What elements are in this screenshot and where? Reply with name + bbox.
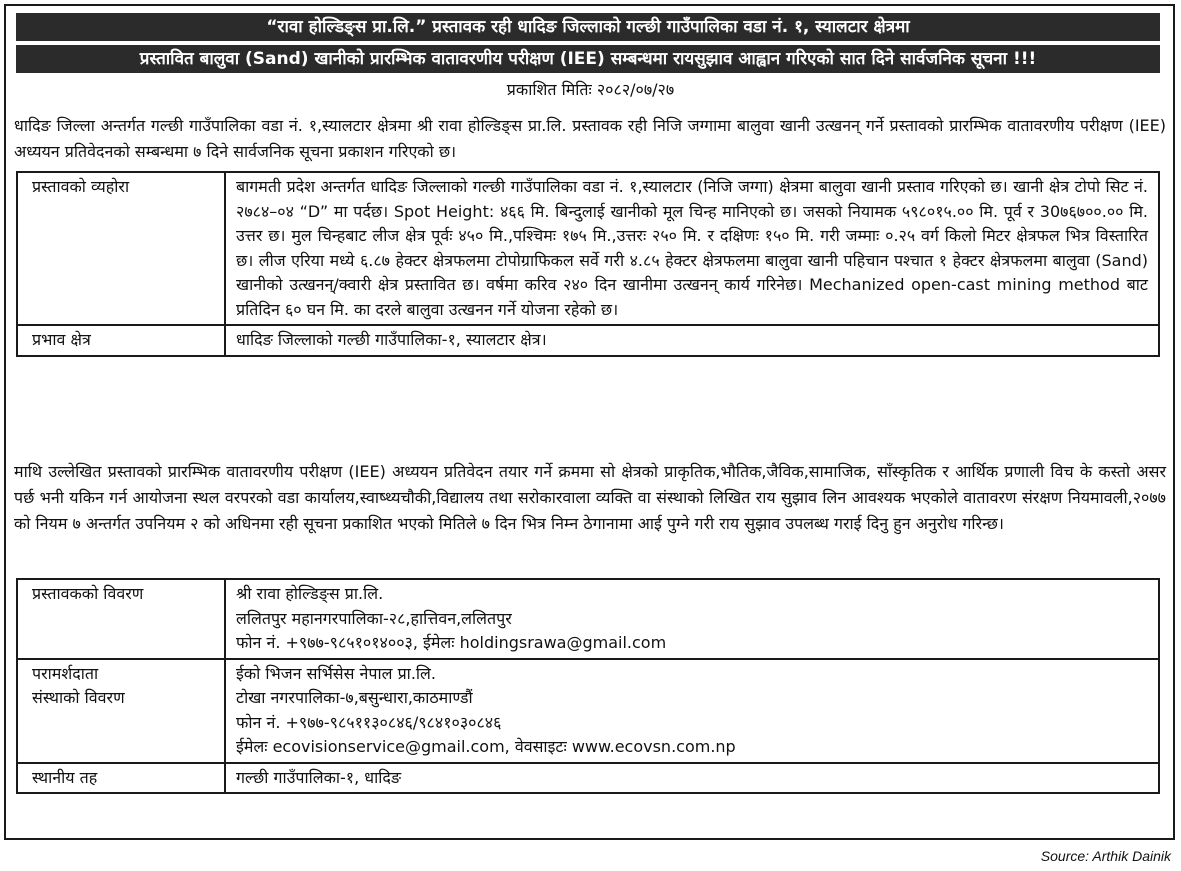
proposal-details-label: प्रस्तावको व्यहोरा: [17, 172, 225, 325]
contacts-table: [16, 578, 1160, 794]
request-paragraph: माथि उल्लेखित प्रस्तावको प्रारम्भिक वातावरणीय परीक्षण (IEE) अध्ययन प्रतिवेदन तयार गर्ने क्रममा सो क्षेत्रको प्राकृतिक,भौतिक,जैविक,सामाजिक, साँस्कृतिक र आर्थिक प्रणाली विच के कस्तो असर पर्छ भनी यकिन गर्न आयोजना स्थल वरपरको वडा कार्यालय,स्वाष्थ्यचौकी,विद्यालय तथा सरोकारवाला व्यक्ति वा संस्थाको लिखित राय सुझाव लिन आवश्यक भएकोले वातावरण संरक्षण नियमावली,२०७७ को नियम ७ अन्तर्गत उपनियम २ को अधिनमा रही सूचना प्रकाशित भएको मितिले ७ दिन भित्र निम्न ठेगानामा आई पुग्ने गरी राय सुझाव उपलब्ध गराई दिनु हुन अनुरोध गरिन्छ।: [14, 462, 1166, 533]
proponent-contact: फोन नं. +९७७-९८५१०१४००३, ईमेलः holdingsrawa@gmail.com: [236, 633, 667, 652]
consultant-email-website: ईमेलः ecovisionservice@gmail.com, वेवसाइटः www.ecovsn.com.np: [236, 737, 736, 756]
impact-area-label: प्रभाव क्षेत्र: [17, 325, 225, 356]
notice-title-line1: “रावा होल्डिङ्स प्रा.लि.” प्रस्तावक रही धादिङ जिल्लाको गल्छी गाउँपालिका वडा नं. १, स्यालटार क्षेत्रमा: [16, 13, 1160, 41]
proponent-address: ललितपुर महानगरपालिका-२८,हात्तिवन,ललितपुर: [236, 608, 512, 628]
source-credit: Source: Arthik Dainik: [1040, 848, 1171, 864]
proponent-label: प्रस्तावकको विवरण: [17, 579, 225, 659]
table-row: [17, 172, 1159, 325]
consultant-details: [225, 659, 1159, 763]
consultant-label: [17, 659, 225, 763]
published-date: प्रकाशित मितिः २०८२/०७/२७: [506, 80, 675, 99]
consultant-label-line2: संस्थाको विवरण: [32, 688, 125, 707]
proposal-table: [16, 171, 1160, 357]
consultant-address: टोखा नगरपालिका-७,बसुन्धारा,काठमाण्डौं: [236, 688, 473, 707]
consultant-label-line1: परामर्शदाता: [32, 663, 99, 683]
proposal-details-value: बागमती प्रदेश अन्तर्गत धादिङ जिल्लाको गल्छी गाउँपालिका वडा नं. १,स्यालटार (निजि जग्गा) क्षेत्रमा बालुवा खानी प्रस्ताव गरिएको छ। खानी क्षेत्र टोपो सिट नं. २७८४–०४ “D” मा पर्दछ। Spot Height: ४६६ मि. बिन्दुलाई खानीको मूल चिन्ह मानिएको छ। जसको नियामक ५९८०१५.०० मि. पूर्व र 30७६७००.०० मि. उत्तर छ। मुल चिन्हबाट लीज क्षेत्र पूर्वः ४५० मि.,पश्चिमः १७५ मि.,उत्तरः २५० मि. र दक्षिणः १५० मि. गरी जम्माः ०.२५ वर्ग किलो मिटर क्षेत्रफल भित्र विस्तारित छ। लीज एरिया मध्ये ६.८७ हेक्टर क्षेत्रफलमा टोपोग्राफिकल सर्वे गरी ४.८५ हेक्टर क्षेत्रफलमा बालुवा खानी पहिचान पश्चात १ हेक्टर क्षेत्रफलमा बालुवा (Sand) खानीको उत्खनन्/क्वारी क्षेत्र प्रस्तावित छ। वर्षमा करिव २४० दिन खानीमा उत्खनन् कार्य गरिनेछ। Mechanized open-cast mining method बाट प्रतिदिन ६० घन मि. का दरले बालुवा उत्खनन गर्ने योजना रहेको छ।: [225, 172, 1159, 325]
notice-title-line2: प्रस्तावित बालुवा (Sand) खानीको प्रारम्भिक वातावरणीय परीक्षण (IEE) सम्बन्धमा रायसुझाव आह्वान गरिएको सात दिने सार्वजनिक सूचना !!!: [16, 45, 1160, 73]
table-row: [17, 763, 1159, 794]
local-level-label: स्थानीय तह: [17, 763, 225, 794]
table-row: [17, 659, 1159, 763]
proponent-name: श्री रावा होल्डिङ्स प्रा.लि.: [236, 584, 384, 603]
intro-paragraph: धादिङ जिल्ला अन्तर्गत गल्छी गाउँपालिका वडा नं. १,स्यालटार क्षेत्रमा श्री रावा होल्डिङ्स प्रा.लि. प्रस्तावक रही निजि जग्गामा बालुवा खानी उत्खनन् गर्ने प्रस्तावको प्रारम्भिक वातावरणीय परीक्षण (IEE) अध्ययन प्रतिवेदनको सम्बन्धमा ७ दिने सार्वजनिक सूचना प्रकाशन गरिएको छ।: [14, 116, 1166, 161]
table-row: [17, 325, 1159, 356]
impact-area-value: धादिङ जिल्लाको गल्छी गाउँपालिका-१, स्यालटार क्षेत्र।: [225, 325, 1159, 356]
local-level-value: गल्छी गाउँपालिका-१, धादिङ: [225, 763, 1159, 794]
table-row: [17, 579, 1159, 659]
consultant-phone: फोन नं. +९७७-९८५११३०८४६/९८४१०३०८४६: [236, 712, 502, 732]
proponent-details: [225, 579, 1159, 659]
consultant-name: ईको भिजन सर्भिसेस नेपाल प्रा.लि.: [236, 663, 436, 683]
